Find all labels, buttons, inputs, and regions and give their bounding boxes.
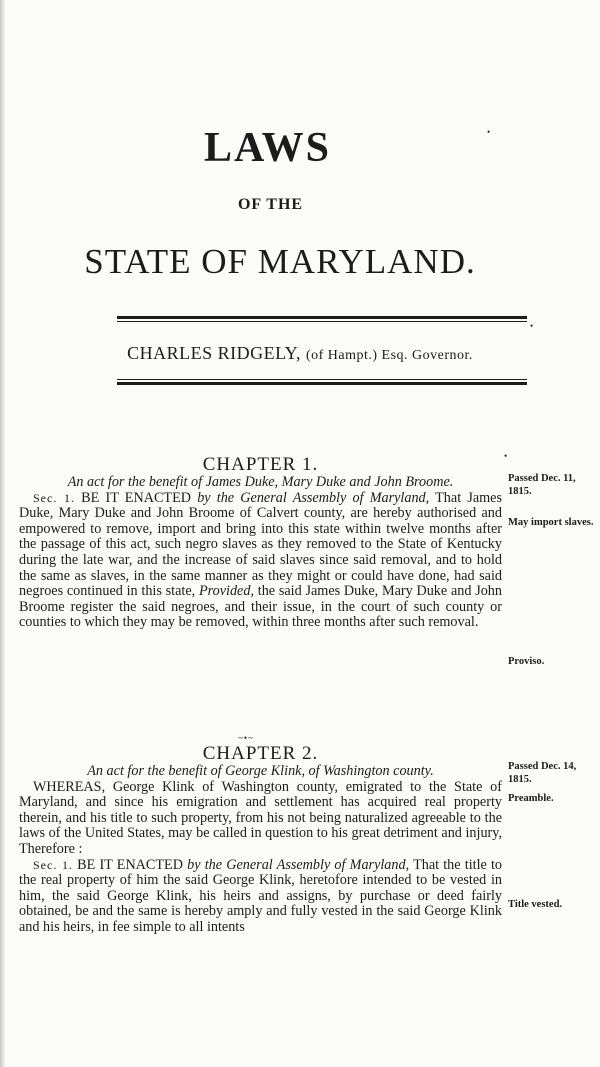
- title-state: STATE OF MARYLAND.: [84, 242, 476, 281]
- double-rule-top: [117, 316, 527, 322]
- chapter-2-heading: CHAPTER 2.: [202, 743, 319, 764]
- section-label: Sec. 1.: [33, 857, 73, 872]
- ink-speck: •: [487, 127, 491, 137]
- margin-note-import: May import slaves.: [508, 517, 594, 528]
- ink-speck: •: [504, 451, 508, 461]
- section-text: That the title to the real property of him the said George Klink, heretofore intended to be vested in him, the said George Klink, his heirs and assigns, by purchase or deed fairly obtained, be and the same is hereby amply and fully vested in the said George Klink and his heirs, in fee simple to all intents: [19, 856, 503, 935]
- governor-suffix: (of Hampt.) Esq. Governor.: [305, 348, 473, 363]
- chapter-2-subtitle: An act for the benefit of George Klink, of Washington county.: [87, 763, 434, 779]
- governor-line: [0, 342, 600, 367]
- title-of-the: OF THE: [237, 196, 304, 213]
- chapter-1: [19, 455, 502, 631]
- chapter-2-section-1: [19, 858, 502, 936]
- chapter-2: [19, 744, 502, 936]
- title-laws: LAWS: [203, 125, 332, 171]
- margin-note-passed-1: Passed Dec. 11, 1815.: [508, 473, 576, 497]
- margin-note-passed-2: Passed Dec. 14, 1815.: [508, 761, 577, 785]
- enacted-phrase: BE IT ENACTED: [81, 489, 191, 506]
- chapter-1-heading: CHAPTER 1.: [202, 454, 319, 475]
- chapter-2-preamble: WHEREAS, George Klink of Washington county, emigrated to the State of Maryland, and since his emigration and settlement has acquired real property therein, and his title to such property, from his not being naturalized agreeable to the laws of the United States, may be called in question to his great detriment and injury, Therefore :: [19, 778, 502, 857]
- assembly-phrase: by the General Assembly of Maryland,: [197, 489, 430, 506]
- provided-word: Provided,: [198, 583, 254, 600]
- section-text: That James Duke, Mary Duke and John Broome of Calvert county, are hereby authorised and empowered to remove, import and bring into this state within twelve months after the passage of this act, such negro slaves as they removed to the State of Kentucky during the late war, and the increase of said slaves since said removal, and to hold the same as slaves, in the same manner as they might or could have done, had said negroes continued in this state,: [19, 489, 502, 600]
- margin-note-preamble: Preamble.: [508, 793, 554, 804]
- margin-note-title: Title vested.: [508, 899, 563, 910]
- enacted-phrase: BE IT ENACTED: [77, 856, 183, 873]
- section-text-continued: the said James Duke, Mary Duke and John Broome register the said negroes, and their issue, in the court of such county or counties to which they may be removed, within three months after such removal.: [19, 583, 502, 631]
- double-rule-bottom: [117, 379, 527, 385]
- governor-name: CHARLES RIDGELY,: [127, 343, 301, 363]
- ornament: ~•~: [238, 733, 254, 743]
- assembly-phrase: by the General Assembly of Maryland,: [187, 856, 410, 873]
- ink-speck: •: [530, 321, 534, 331]
- chapter-1-subtitle: An act for the benefit of James Duke, Mary Duke and John Broome.: [67, 474, 454, 490]
- chapter-1-section-1: [19, 491, 502, 631]
- margin-note-proviso: Proviso.: [508, 656, 545, 667]
- section-label: Sec. 1.: [33, 490, 75, 505]
